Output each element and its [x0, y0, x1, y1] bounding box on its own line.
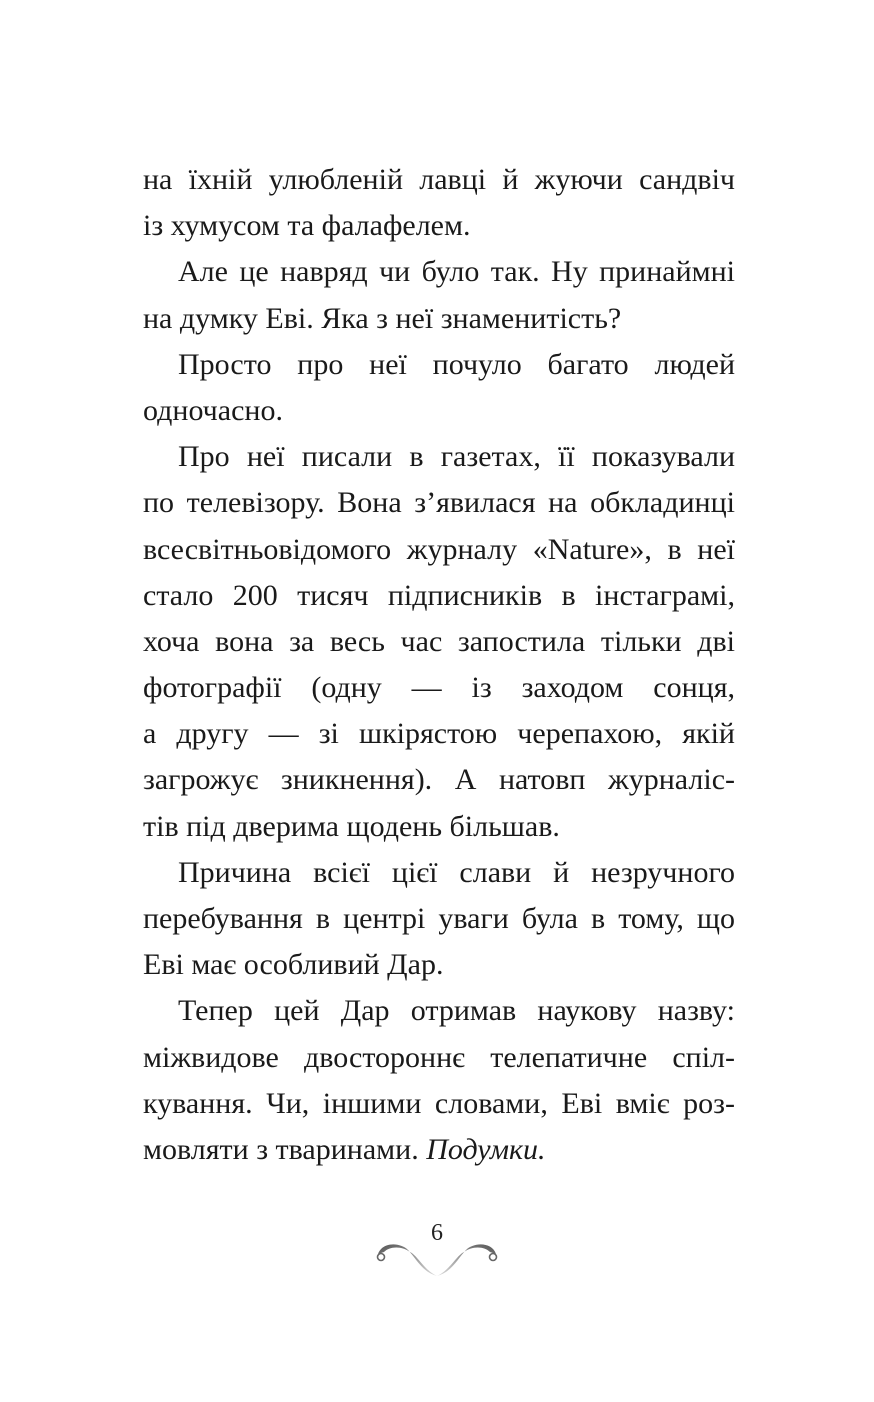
page-footer	[370, 1220, 504, 1280]
text-line	[143, 1035, 735, 1081]
text-line-content: мовляти з тваринами.	[143, 1132, 419, 1166]
italic-emphasis: Подумки.	[418, 1132, 546, 1166]
text-line-content: Просто про неї почуло багато людей	[178, 347, 735, 381]
text-line	[143, 388, 735, 434]
text-line	[143, 249, 735, 295]
text-line	[143, 988, 735, 1034]
text-line	[143, 203, 735, 249]
text-line-content: Але це навряд чи було так. Ну принаймні	[178, 255, 735, 289]
text-line-content: Еві має особливий Дар.	[143, 948, 444, 982]
text-line-content: стало 200 тисяч підписників в інстаграмі,	[143, 578, 735, 612]
text-line-content: одночасно.	[143, 393, 283, 427]
text-line	[143, 342, 735, 388]
text-line-content: а другу — зі шкірястою черепахою, якій	[143, 717, 735, 751]
text-line-content: міжвидове двостороннє телепатичне спіл-	[143, 1040, 735, 1074]
page-body-text	[143, 157, 735, 1173]
text-line	[143, 942, 735, 988]
text-line	[143, 296, 735, 342]
text-line-content: на їхній улюбленій лавці й жуючи сандвіч	[143, 163, 735, 196]
text-line-content: кування. Чи, іншими словами, Еві вміє роз-	[143, 1086, 735, 1120]
text-line-content: перебування в центрі уваги була в тому, що	[143, 902, 735, 935]
text-line	[143, 157, 735, 203]
text-line-content: хоча вона за весь час запостила тільки дві	[143, 624, 735, 658]
text-line-content: Тепер цей Дар отримав наукову назву:	[178, 994, 735, 1028]
text-line-content: Про неї писали в газетах, її показували	[178, 440, 735, 474]
text-line	[143, 573, 735, 619]
swash-flourish-icon	[370, 1236, 504, 1280]
text-line-content: із хумусом та фалафелем.	[143, 209, 471, 243]
text-line	[143, 804, 735, 850]
text-line	[143, 1081, 735, 1127]
text-line-content: тів під дверима щодень більшав.	[143, 809, 560, 843]
text-line	[143, 757, 735, 803]
text-line	[143, 434, 735, 480]
text-line	[143, 480, 735, 526]
text-line-content: Причина всієї цієї слави й незручного	[178, 855, 735, 889]
text-line	[143, 896, 735, 942]
text-line-content: загрожує зникнення). А натовп журналіс-	[143, 763, 735, 797]
text-line	[143, 527, 735, 573]
text-line	[143, 665, 735, 711]
text-line-content: на думку Еві. Яка з неї знаменитість?	[143, 301, 622, 335]
text-line-content: по телевізору. Вона з’явилася на обкладинці	[143, 486, 735, 520]
text-line-content: всесвітньовідомого журналу «Nature», в неї	[143, 532, 735, 566]
text-line	[143, 1127, 735, 1173]
text-line	[143, 711, 735, 757]
text-line	[143, 619, 735, 665]
page-number: 6	[431, 1220, 443, 1246]
text-line	[143, 850, 735, 896]
text-line-content: фотографії (одну — із заходом сонця,	[143, 671, 735, 705]
